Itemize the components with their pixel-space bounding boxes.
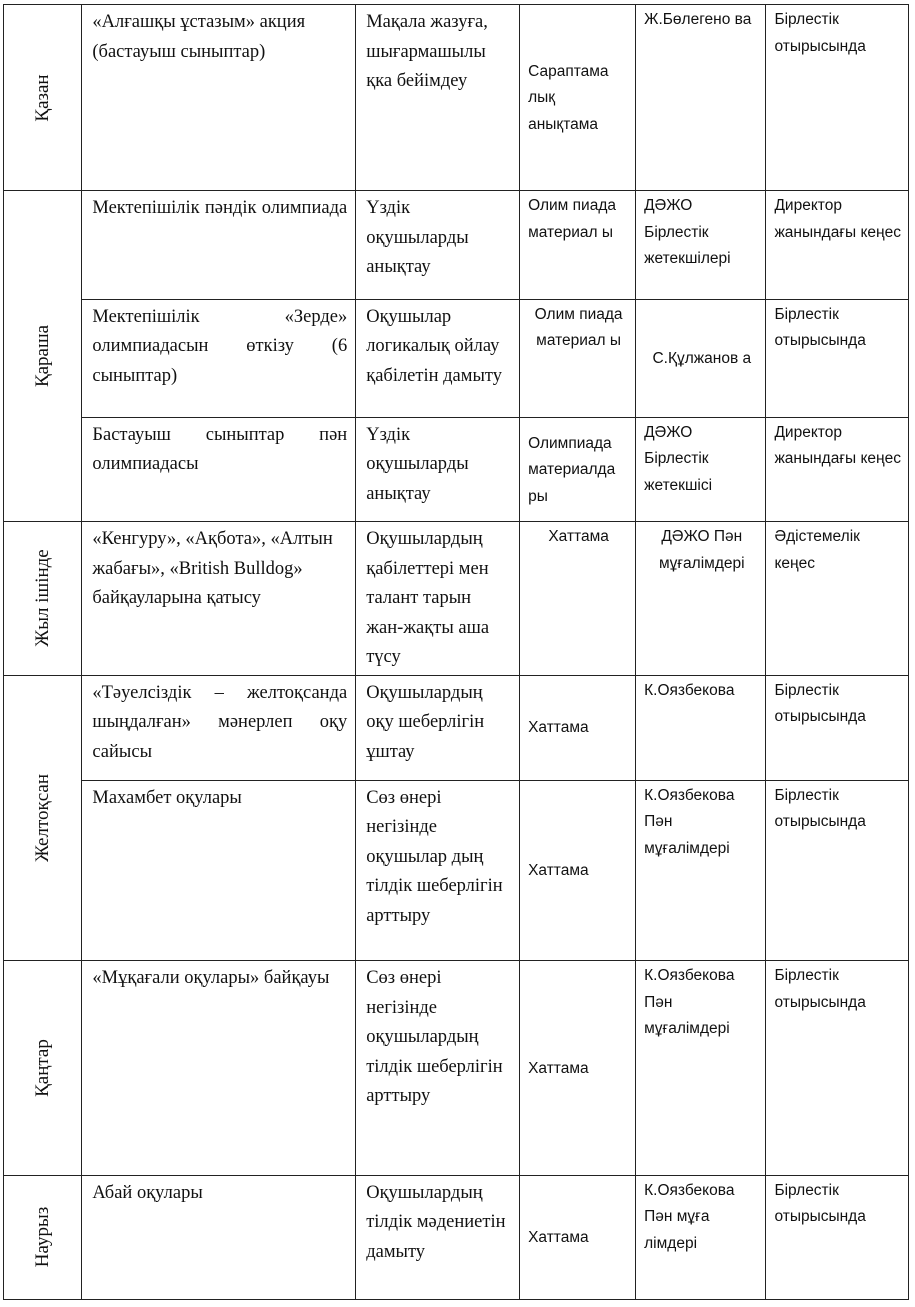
responsible-text: К.Оязбекова Пән мұғалімдері [644, 786, 735, 857]
goal-text: Мақала жазуға, шығармашылы қка бейімдеу [366, 12, 488, 91]
month-label: Қараша [31, 325, 53, 388]
result-cell [766, 191, 909, 299]
table-row [4, 522, 909, 675]
table-row [4, 299, 909, 417]
goal-text: Оқушылар логикалық ойлау қабілетін дамыту [366, 306, 502, 386]
goal-cell [356, 1175, 520, 1299]
form-cell [520, 299, 636, 417]
table-row [4, 675, 909, 780]
responsible-cell [636, 299, 766, 417]
form-cell [520, 1175, 636, 1299]
month-cell [4, 675, 82, 961]
table-row [4, 780, 909, 960]
event-text: Бастауыш сыныптар пән олимпиадасы [92, 424, 348, 475]
event-text: «Кенгуру», «Ақбота», «Алтын жабағы», «British Bulldog» байқауларына қатысу [92, 529, 333, 609]
event-text: «Мұқағали оқулары» байқауы [92, 968, 330, 989]
responsible-cell [636, 417, 766, 521]
event-plan-table [3, 4, 909, 1300]
event-text: «Алғашқы ұстазым» акция (бастауыш сыныптар) [92, 12, 306, 62]
responsible-cell [636, 5, 766, 191]
form-text: Олим пиада материал ы [534, 305, 623, 350]
goal-cell [356, 780, 520, 960]
event-cell [82, 1175, 356, 1299]
responsible-cell [636, 961, 766, 1175]
month-cell [4, 5, 82, 191]
goal-text: Үздік оқушыларды анықтау [366, 198, 469, 278]
result-text: Бірлестік отырысында [774, 786, 866, 831]
responsible-text: Ж.Бөлегено ва [644, 11, 752, 28]
responsible-cell [636, 1175, 766, 1299]
event-cell [82, 522, 356, 675]
responsible-text: ДӘЖО Пән мұғалімдері [659, 528, 745, 572]
result-text: Бірлестік отырысында [774, 305, 866, 350]
form-text: Хаттама [548, 528, 609, 546]
responsible-cell [636, 780, 766, 960]
month-label: Қаңтар [31, 1039, 53, 1097]
result-text: Бірлестік отырысында [774, 11, 866, 55]
goal-text: Үздік оқушыларды анықтау [366, 424, 469, 504]
goal-cell [356, 5, 520, 191]
responsible-cell [636, 675, 766, 780]
result-text: Директор жанындағы кеңес [774, 197, 901, 241]
form-cell [520, 191, 636, 299]
form-text: Олимпиада материалда ры [528, 434, 616, 505]
result-text: Директор жанындағы кеңес [774, 423, 901, 468]
table-row [4, 5, 909, 191]
result-cell [766, 780, 909, 960]
month-label: Наурыз [31, 1207, 53, 1268]
form-cell [520, 417, 636, 521]
responsible-text: К.Оязбекова Пән мұғалімдері [644, 967, 735, 1038]
goal-cell [356, 417, 520, 521]
form-text: Хаттама [528, 719, 589, 737]
responsible-cell [636, 522, 766, 675]
event-cell [82, 5, 356, 191]
form-text: Хаттама [528, 1229, 589, 1247]
responsible-text: ДӘЖО Бірлестік жетекшілері [644, 197, 731, 268]
result-text: Әдістемелік кеңес [774, 528, 860, 572]
event-cell [82, 191, 356, 299]
event-text: Мектепішілік пәндік олимпиада [92, 198, 348, 219]
result-cell [766, 522, 909, 675]
event-text: Махамбет оқулары [92, 787, 242, 808]
table-row [4, 1175, 909, 1299]
event-cell [82, 299, 356, 417]
month-label: Желтоқсан [31, 773, 53, 862]
goal-text: Сөз өнері негізінде оқушылар дың тілдік шеберлігін арттыру [366, 787, 503, 926]
event-cell [82, 675, 356, 780]
responsible-cell [636, 191, 766, 299]
goal-cell [356, 191, 520, 299]
result-cell [766, 961, 909, 1175]
event-cell [82, 417, 356, 521]
goal-cell [356, 522, 520, 675]
form-cell [520, 961, 636, 1175]
form-text: Хаттама [528, 1059, 589, 1077]
responsible-text: К.Оязбекова Пән мұға лімдері [644, 1181, 735, 1252]
month-cell [4, 191, 82, 522]
responsible-text: ДӘЖО Бірлестік жетекшісі [644, 423, 713, 494]
form-cell [520, 522, 636, 675]
table-row [4, 417, 909, 521]
result-text: Бірлестік отырысында [774, 1181, 866, 1226]
table-row [4, 191, 909, 299]
month-cell [4, 961, 82, 1175]
goal-text: Оқушылардың тілдік мәдениетін дамыту [366, 1182, 506, 1262]
result-cell [766, 675, 909, 780]
event-cell [82, 961, 356, 1175]
goal-text: Оқушылардың оқу шеберлігін ұштау [366, 682, 485, 762]
result-cell [766, 5, 909, 191]
table-row [4, 961, 909, 1175]
responsible-text: С.Құлжанов а [652, 350, 752, 368]
month-label: Жыл ішінде [31, 549, 53, 648]
event-text: «Тәуелсіздік – желтоқсанда шыңдалған» мәнерлеп оқу сайысы [92, 682, 348, 762]
result-text: Бірлестік отырысында [774, 967, 866, 1011]
form-text: Олим пиада материал ы [528, 197, 616, 241]
result-text: Бірлестік отырысында [774, 681, 866, 726]
month-cell [4, 1175, 82, 1299]
month-cell [4, 522, 82, 675]
goal-text: Оқушылардың қабілеттері мен талант тарын жан-жақты аша түсу [366, 529, 490, 668]
event-cell [82, 780, 356, 960]
goal-cell [356, 299, 520, 417]
result-cell [766, 1175, 909, 1299]
event-text: Мектепішілік «Зерде» олимпиадасын өткізу (6 сыныптар) [92, 306, 348, 386]
month-label: Қазан [31, 74, 53, 122]
form-text: Сараптама лық анықтама [528, 62, 609, 133]
form-cell [520, 675, 636, 780]
event-text: Абай оқулары [92, 1182, 203, 1203]
goal-cell [356, 675, 520, 780]
result-cell [766, 417, 909, 521]
form-cell [520, 780, 636, 960]
form-cell [520, 5, 636, 191]
form-text: Хаттама [528, 862, 589, 880]
result-cell [766, 299, 909, 417]
goal-text: Сөз өнері негізінде оқушылардың тілдік шеберлігін арттыру [366, 968, 503, 1107]
goal-cell [356, 961, 520, 1175]
responsible-text: К.Оязбекова [644, 681, 735, 699]
